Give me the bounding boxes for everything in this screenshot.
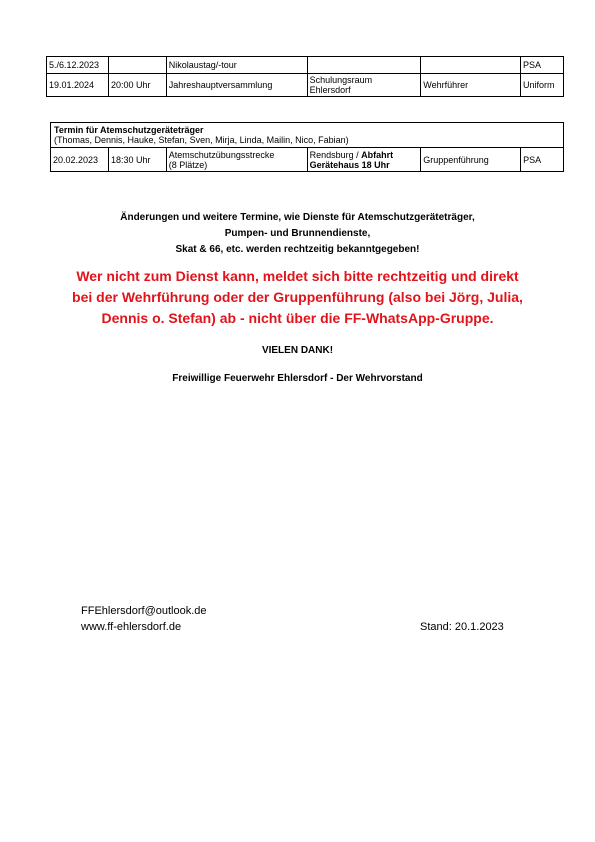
- cell-event: Jahreshauptversammlung: [166, 74, 307, 97]
- schedule-table: [46, 56, 564, 97]
- absence-alert: [0, 266, 595, 329]
- cell-event: Nikolaustag/-tour: [166, 57, 307, 74]
- notice-line: Pumpen- und Brunnendienste,: [224, 228, 371, 239]
- footer-email: FFEhlersdorf@outlook.de: [81, 605, 207, 617]
- notice-line: Änderungen und weitere Termine, wie Dienste für Atemschutzgeräteträger,: [120, 212, 475, 223]
- cell-location: [307, 74, 421, 97]
- cell-date: 20.02.2023: [51, 148, 109, 172]
- atemschutz-header-row: [51, 123, 564, 148]
- event-line: Atemschutzübungsstrecke: [168, 149, 275, 160]
- footer-stand: Stand: 20.1.2023: [420, 621, 504, 633]
- location-line: Ehlersdorf: [309, 85, 351, 95]
- thanks-text: VIELEN DANK!: [261, 345, 334, 356]
- cell-location: [307, 57, 421, 74]
- cell-responsible: Gruppenführung: [421, 148, 521, 172]
- alert-line: Wer nicht zum Dienst kann, meldet sich bitte rechtzeitig und direkt: [76, 268, 519, 284]
- cell-dress: PSA: [521, 148, 564, 172]
- atemschutz-participants: (Thomas, Dennis, Hauke, Stefan, Sven, Mirja, Linda, Mailin, Nico, Fabian): [54, 135, 349, 145]
- footer-contact: [81, 603, 207, 635]
- table-row: [47, 74, 564, 97]
- location-departure-time: Gerätehaus 18 Uhr: [309, 159, 390, 170]
- location-departure: Abfahrt: [361, 149, 394, 160]
- cell-date: 5./6.12.2023: [47, 57, 109, 74]
- table-row: [51, 148, 564, 172]
- cell-location: [307, 148, 421, 172]
- table-row: [47, 57, 564, 74]
- cell-event: [166, 148, 307, 172]
- cell-time: [108, 57, 166, 74]
- atemschutz-header: [51, 123, 564, 148]
- alert-line: Dennis o. Stefan) ab - nicht über die FF-WhatsApp-Gruppe.: [101, 310, 494, 326]
- atemschutz-title: Termin für Atemschutzgeräteträger: [54, 125, 204, 135]
- atemschutz-table: [50, 122, 564, 172]
- cell-time: 18:30 Uhr: [108, 148, 166, 172]
- notice-text: [0, 210, 595, 258]
- notice-line: Skat & 66, etc. werden rechtzeitig bekanntgegeben!: [175, 244, 420, 255]
- cell-responsible: Wehrführer: [421, 74, 521, 97]
- event-line: (8 Plätze): [168, 159, 208, 170]
- alert-line: bei der Wehrführung oder der Gruppenführung (also bei Jörg, Julia,: [72, 289, 523, 305]
- cell-responsible: [421, 57, 521, 74]
- location-line: Schulungsraum: [309, 75, 373, 85]
- signoff-text: Freiwillige Feuerwehr Ehlersdorf - Der Wehrvorstand: [172, 373, 423, 384]
- location-prefix: Rendsburg /: [309, 149, 362, 160]
- cell-date: 19.01.2024: [47, 74, 109, 97]
- cell-dress: PSA: [520, 57, 563, 74]
- cell-time: 20:00 Uhr: [108, 74, 166, 97]
- cell-dress: Uniform: [520, 74, 563, 97]
- footer-website: www.ff-ehlersdorf.de: [81, 621, 182, 633]
